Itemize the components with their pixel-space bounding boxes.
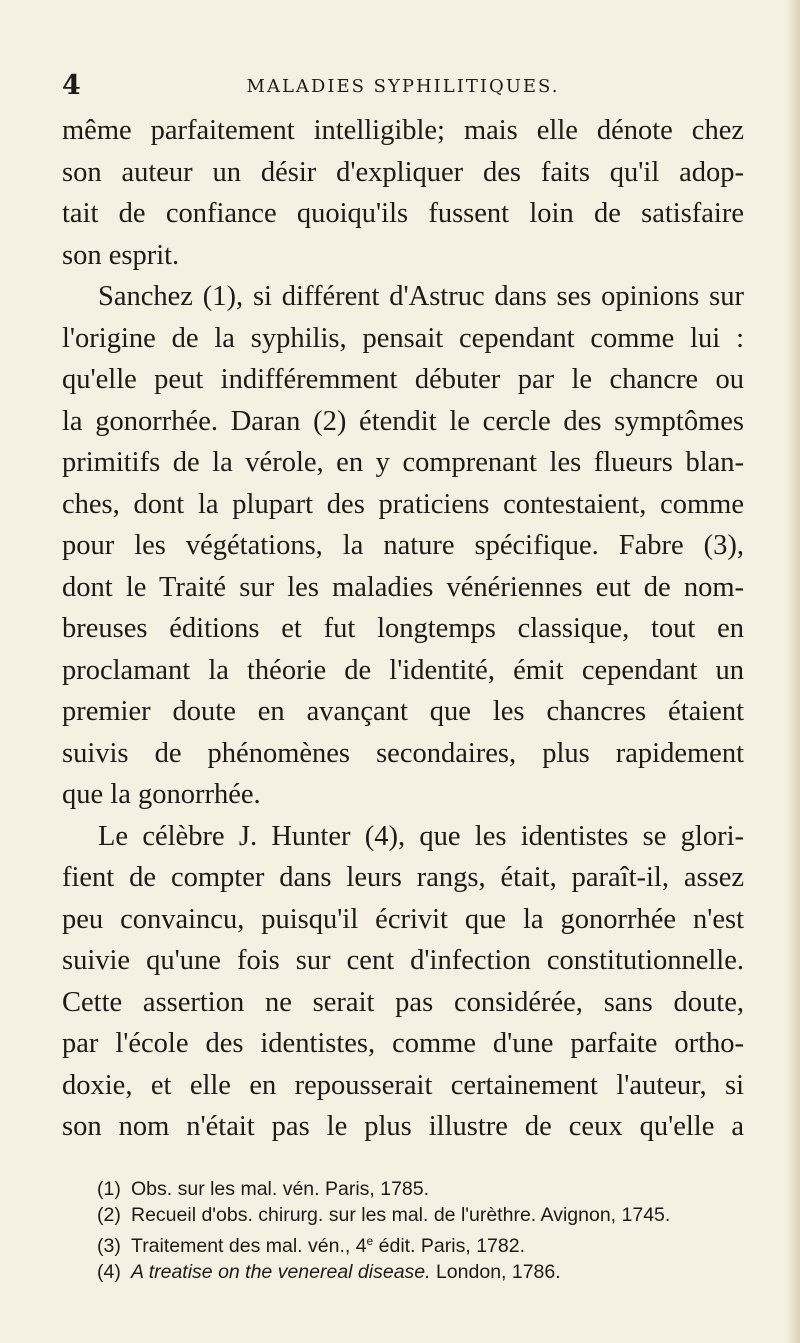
text-line: Sanchez (1), si différent d'Astruc dans ses opinions sur xyxy=(98,281,744,312)
footnote-text: Recueil d'obs. chirurg. sur les mal. de l'urèthre. Avignon, 1745. xyxy=(131,1204,671,1226)
body-text xyxy=(62,110,744,1148)
footnote-number: (1) xyxy=(97,1178,121,1200)
footnote-superscript: e xyxy=(366,1234,374,1248)
text-line: suivie qu'une fois sur cent d'infection constitutionnelle. xyxy=(62,945,744,976)
footnote-3 xyxy=(97,1228,777,1259)
footnote-2 xyxy=(97,1202,777,1228)
text-line: qu'elle peut indifféremment débuter par le chancre ou xyxy=(62,364,744,395)
footnote-number: (2) xyxy=(97,1204,121,1226)
footnote-title-italic: A treatise on the venereal disease. xyxy=(131,1261,431,1283)
text-line: que la gonorrhée. xyxy=(62,779,261,810)
text-line: primitifs de la vérole, en y comprenant les flueurs blan- xyxy=(62,447,744,478)
text-line: Cette assertion ne serait pas considérée, sans doute, xyxy=(62,986,744,1018)
text-line: Le célèbre J. Hunter (4), que les identistes se glori- xyxy=(98,820,744,852)
text-line: par l'école des identistes, comme d'une parfaite ortho- xyxy=(62,1028,744,1059)
footnote-text-cont: édit. Paris, 1782. xyxy=(373,1235,525,1257)
running-head xyxy=(62,70,744,110)
footnote-text-cont: London, 1786. xyxy=(430,1261,561,1283)
text-line: proclamant la théorie de l'identité, émit cependant un xyxy=(62,654,744,686)
page-number: 4 xyxy=(62,70,81,101)
text-line: premier doute en avançant que les chancres étaient xyxy=(62,696,744,727)
footnote-4 xyxy=(97,1259,777,1285)
footnote-text: Obs. sur les mal. vén. Paris, 1785. xyxy=(131,1178,430,1200)
text-line: son auteur un désir d'expliquer des faits qu'il adop- xyxy=(62,156,744,188)
running-title: MALADIES SYPHILITIQUES. xyxy=(246,76,560,97)
page-edge xyxy=(786,0,800,1343)
text-line: dont le Traité sur les maladies vénériennes eut de nom- xyxy=(62,571,744,603)
text-line: pour les végétations, la nature spécifique. Fabre (3), xyxy=(62,530,744,561)
text-line: la gonorrhée. Daran (2) étendit le cercle des symptômes xyxy=(62,405,744,437)
text-line: breuses éditions et fut longtemps classique, tout en xyxy=(62,613,744,644)
text-line: fient de compter dans leurs rangs, était, paraît-il, assez xyxy=(62,862,744,893)
text-line: l'origine de la syphilis, pensait cependant comme lui : xyxy=(62,322,744,354)
footnote-number: (3) xyxy=(97,1235,121,1257)
footnotes xyxy=(97,1176,777,1285)
footnote-number: (4) xyxy=(97,1261,121,1283)
footnote-1 xyxy=(97,1176,777,1202)
text-line: doxie, et elle en repousserait certainement l'auteur, si xyxy=(62,1069,744,1101)
text-line: tait de confiance quoiqu'ils fussent loin de satisfaire xyxy=(62,198,744,229)
text-line: même parfaitement intelligible; mais elle dénote chez xyxy=(62,115,744,146)
footnote-text: Traitement des mal. vén., 4 xyxy=(131,1235,367,1257)
text-line: son nom n'était pas le plus illustre de ceux qu'elle a xyxy=(62,1111,744,1142)
text-line: son esprit. xyxy=(62,239,180,271)
text-line: ches, dont la plupart des praticiens contestaient, comme xyxy=(62,488,744,520)
text-line: suivis de phénomènes secondaires, plus rapidement xyxy=(62,737,744,769)
text-line: peu convaincu, puisqu'il écrivit que la gonorrhée n'est xyxy=(62,903,744,935)
